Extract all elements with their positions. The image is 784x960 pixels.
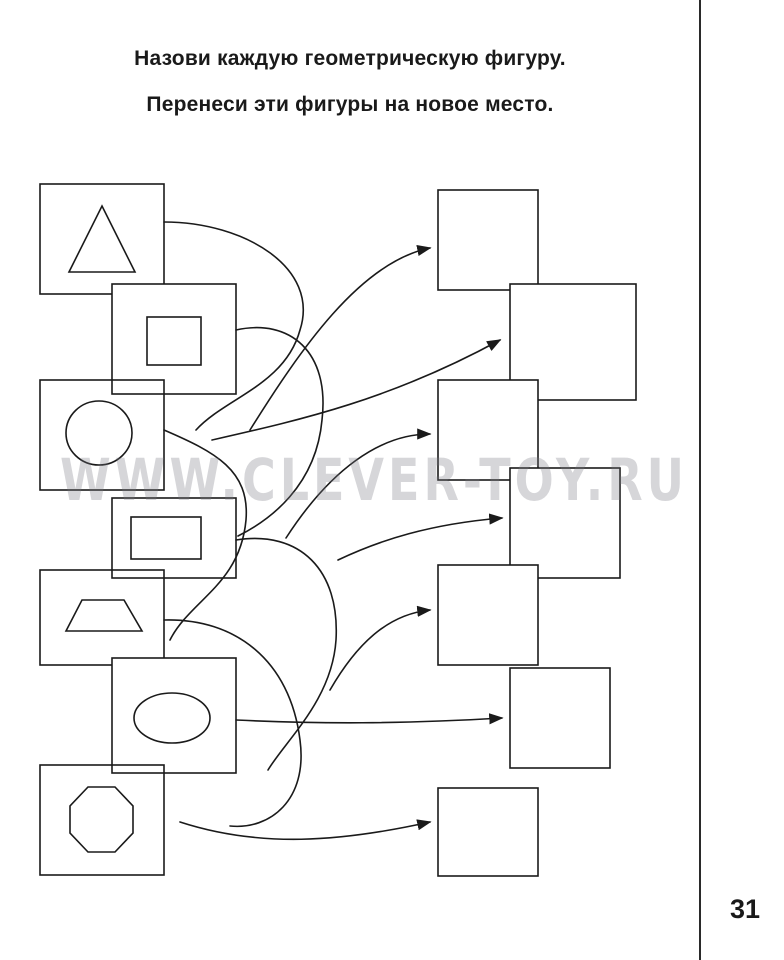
instruction-line-1: Назови каждую геометрическую фигуру. bbox=[134, 47, 566, 70]
page-number: 31 bbox=[729, 894, 760, 924]
source-box-triangle bbox=[40, 184, 164, 294]
target-box-3 bbox=[438, 380, 538, 480]
source-box-trapezoid bbox=[40, 570, 164, 665]
target-box-5 bbox=[438, 565, 538, 665]
target-box-7 bbox=[438, 788, 538, 876]
connector-arrow-to-target-4 bbox=[338, 518, 502, 560]
source-box-square bbox=[112, 284, 236, 394]
connector-arrow-to-target-5 bbox=[330, 610, 430, 690]
connector-arrow-4 bbox=[236, 538, 336, 770]
page-margin-rule bbox=[699, 0, 701, 960]
source-box-rectangle bbox=[112, 498, 236, 578]
target-box-6 bbox=[510, 668, 610, 768]
connector-arrow-to-target-3 bbox=[286, 434, 430, 538]
connector-arrow-to-target-6 bbox=[236, 718, 502, 723]
target-box-4 bbox=[510, 468, 620, 578]
source-box-octagon bbox=[40, 765, 164, 875]
source-box-oval bbox=[112, 658, 236, 773]
connector-arrow-to-target-7 bbox=[180, 822, 430, 839]
source-box-circle bbox=[40, 380, 164, 490]
instruction-line-2: Перенеси эти фигуры на новое место. bbox=[146, 93, 554, 116]
target-box-1 bbox=[438, 190, 538, 290]
watermark-text: WWW.CLEVER-TOY.RU bbox=[60, 446, 688, 514]
connector-arrow-to-target-1 bbox=[250, 248, 430, 430]
